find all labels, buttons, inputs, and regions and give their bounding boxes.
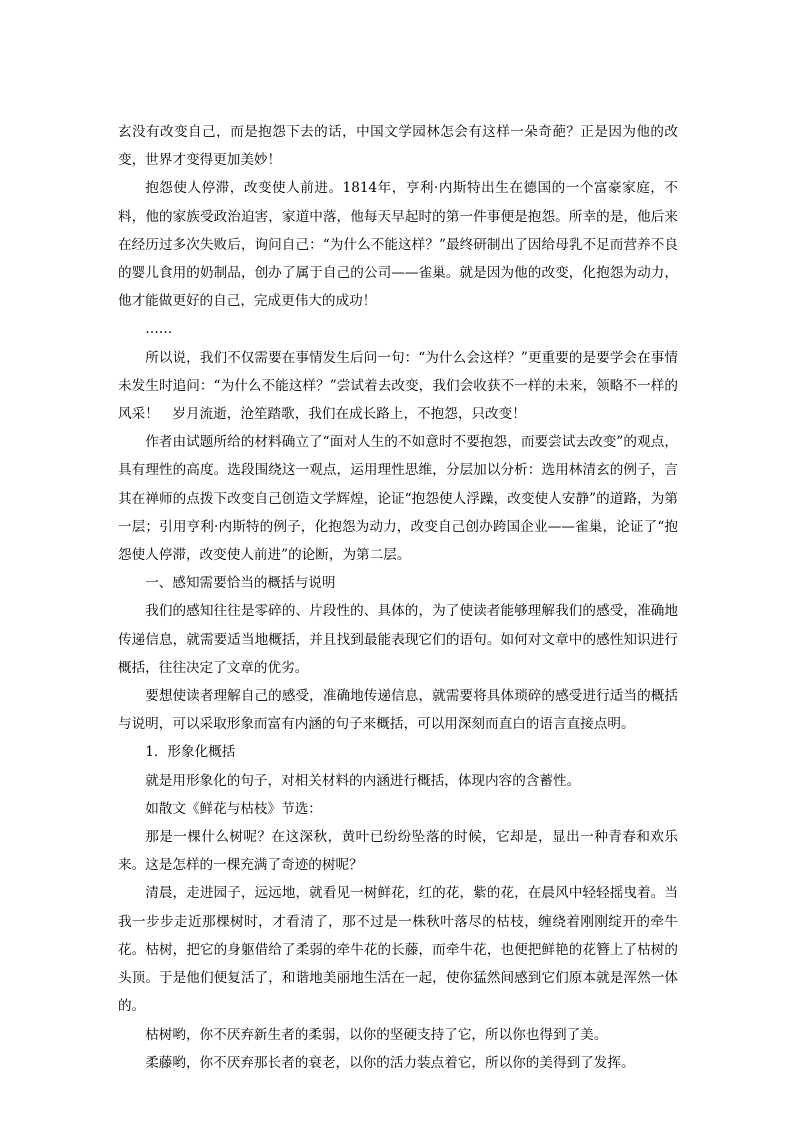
paragraph-definition: 就是用形象化的句子，对相关材料的内涵进行概括，体现内容的含蓄性。 <box>145 772 581 789</box>
paragraph-commentary: 作者由试题所给的材料确立了“面对人生的不如意时不要抱怨，而要尝试去改变”的观点，具有理性的高度。选段围绕这一观点，运用理性思维，分层加以分析：选用林清玄的例子，言其在禅师的点拨下改变自己创造文学辉煌，论证“抱怨使人浮躁，改变使人安静”的道路，为第一层；引用亨利·内斯特的例子，化抱怨为动力，改变自己创办跨国企业——雀巢，论证了“抱怨使人停滞，改变使人前进”的论断，为第二层。 <box>118 434 678 564</box>
paragraph-excerpt-1: 那是一棵什么树呢？在这深秋，黄叶已纷纷坠落的时候，它却是，显出一种青春和欢乐来。这是怎样的一棵充满了奇迹的树呢？ <box>118 829 678 874</box>
document-page <box>118 118 678 1077</box>
paragraph-perception: 我们的感知往往是零碎的、片段性的、具体的，为了使读者能够理解我们的感受，准确地传递信息，就需要适当地概括，并且找到最能表现它们的语句。如何对文章中的感性知识进行概括，往往决定了文章的优劣。 <box>118 603 678 676</box>
paragraph-excerpt-4: 柔藤哟，你不厌弃那长者的衰老，以你的活力装点着它，所以你的美得到了发挥。 <box>145 1054 635 1071</box>
paragraph-nestle-example: 抱怨使人停滞，改变使人前进。1814年，亨利·内斯特出生在德国的一个富豪家庭，不料，他的家族受政治迫害，家道中落，他每天早起时的第一件事便是抱怨。所幸的是，他后来在经历过多次失败后，询问自己：“为什么不能这样？”最终研制出了因给母乳不足而营养不良的婴儿食用的奶制品，创办了属于自己的公司——雀巢。就是因为他的改变，化抱怨为动力，他才能做更好的自己，完成更伟大的成功！ <box>118 180 678 310</box>
paragraph-ellipsis: …… <box>145 321 173 338</box>
section-heading: 一、感知需要恰当的概括与说明 <box>145 575 336 592</box>
paragraph-excerpt-3: 枯树哟，你不厌弃新生者的柔弱，以你的坚硬支持了它，所以你也得到了美。 <box>145 1026 608 1043</box>
paragraph-conclusion: 所以说，我们不仅需要在事情发生后问一句：“为什么会这样？”更重要的是要学会在事情未发生时追问：“为什么不能这样？”尝试着去改变，我们会收获不一样的未来，领略不一样的风采！ 岁月流逝，沧笙踏歌，我们在成长路上，不抱怨，只改变！ <box>118 349 678 423</box>
paragraph-summary-method: 要想使读者理解自己的感受，准确地传递信息，就需要将具体琐碎的感受进行适当的概括与说明，可以采取形象而富有内涵的句子来概括，可以用深刻而直白的语言直接点明。 <box>118 688 678 733</box>
paragraph-continuation: 玄没有改变自己，而是抱怨下去的话，中国文学园林怎会有这样一朵奇葩？正是因为他的改变，世界才变得更加美妙！ <box>118 124 678 169</box>
paragraph-example-intro: 如散文《鲜花与枯枝》节选： <box>145 800 322 817</box>
subsection-heading: 1．形象化概括 <box>145 744 236 761</box>
paragraph-excerpt-2: 清晨，走进园子，远远地，就看见一树鲜花，红的花，紫的花，在晨风中轻轻摇曳着。当我一步步走近那棵树时，才看清了，那不过是一株秋叶落尽的枯枝，缠绕着刚刚绽开的牵牛花。枯树，把它的身躯借给了柔弱的牵牛花的长藤，而牵牛花，也便把鲜艳的花簪上了枯树的头顶。于是他们便复活了，和谐地美丽地生活在一起，使你猛然间感到它们原本就是浑然一体的。 <box>118 885 678 1015</box>
